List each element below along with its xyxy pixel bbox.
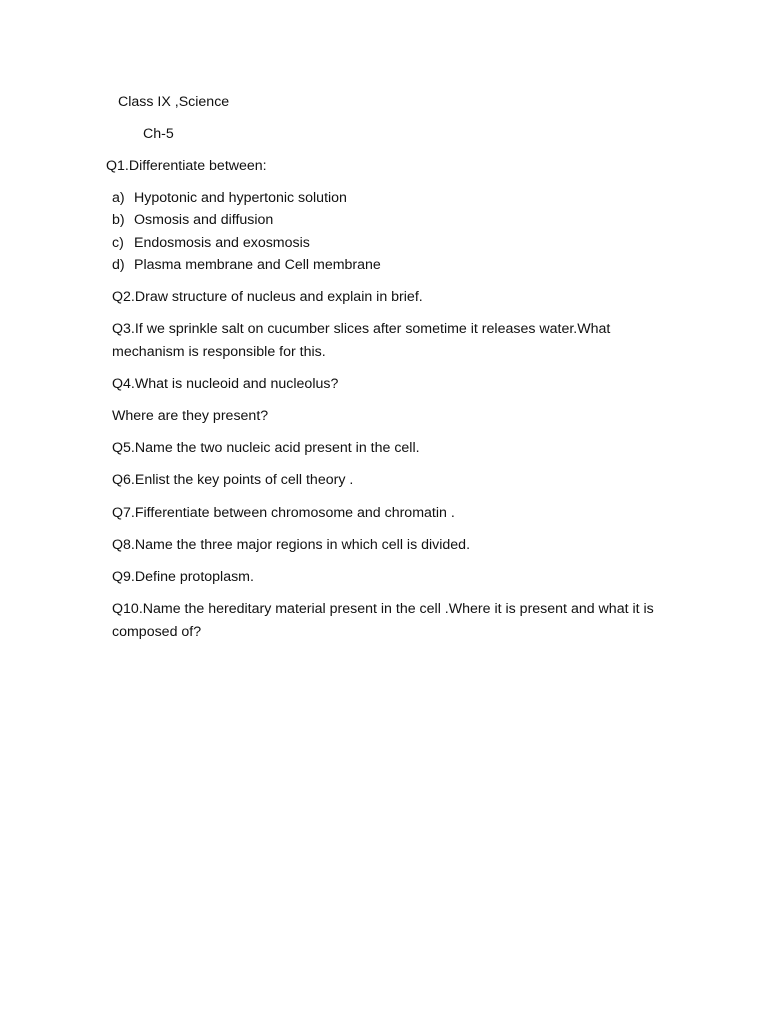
question-9: Q9.Define protoplasm.	[112, 569, 254, 585]
question-3-line-1: Q3.If we sprinkle salt on cucumber slices after sometime it releases water.What	[112, 321, 611, 337]
question-6: Q6.Enlist the key points of cell theory .	[112, 472, 354, 488]
question-4: Q4.What is nucleoid and nucleolus?	[112, 376, 339, 392]
question-10-line-2: composed of?	[112, 624, 202, 640]
question-2: Q2.Draw structure of nucleus and explain in brief.	[112, 289, 423, 305]
q1-item-c	[112, 232, 310, 255]
question-8: Q8.Name the three major regions in which cell is divided.	[112, 537, 471, 553]
q1-item-a	[112, 187, 347, 210]
question-3-line-2: mechanism is responsible for this.	[112, 344, 326, 360]
list-marker: a)	[112, 190, 125, 206]
list-item-text: Osmosis and diffusion	[134, 212, 274, 228]
chapter-heading: Ch-5	[143, 126, 174, 142]
list-item-text: Hypotonic and hypertonic solution	[134, 190, 347, 206]
list-marker: b)	[112, 212, 125, 228]
q1-item-b	[112, 209, 273, 232]
question-7: Q7.Fifferentiate between chromosome and chromatin .	[112, 505, 455, 521]
class-subject-heading: Class IX ,Science	[118, 94, 230, 110]
question-10-line-1: Q10.Name the hereditary material present in the cell .Where it is present and what it is	[112, 601, 654, 617]
list-marker: d)	[112, 257, 125, 273]
question-4-followup: Where are they present?	[112, 408, 269, 424]
list-item-text: Plasma membrane and Cell membrane	[134, 257, 381, 273]
question-5: Q5.Name the two nucleic acid present in the cell.	[112, 440, 420, 456]
list-marker: c)	[112, 235, 124, 251]
question-1: Q1.Differentiate between:	[106, 158, 267, 174]
list-item-text: Endosmosis and exosmosis	[134, 235, 310, 251]
q1-item-d	[112, 254, 381, 277]
